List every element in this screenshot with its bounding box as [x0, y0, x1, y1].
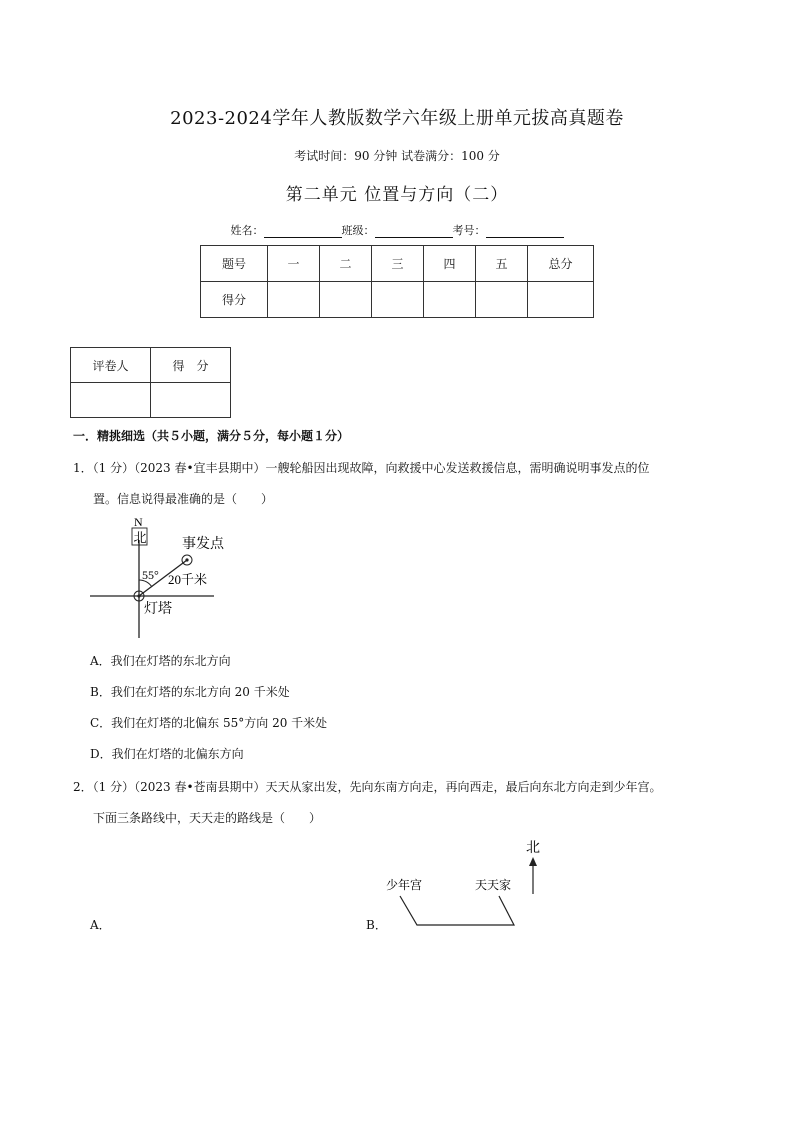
column-header: 二: [320, 246, 372, 282]
reviewer-cell[interactable]: [71, 383, 151, 418]
question-1-figure: [86, 512, 246, 642]
route-path: [400, 896, 514, 925]
column-header: 总分: [528, 246, 594, 282]
exam-info: 考试时间：90 分钟 试卷满分：100 分: [294, 149, 500, 163]
youth-palace-label: 少年宫: [386, 878, 423, 892]
score-table-score-row: [201, 282, 594, 318]
class-blank[interactable]: [375, 227, 453, 238]
home-label: 天天家: [475, 878, 512, 892]
name-label: 姓名：: [230, 224, 264, 237]
north-character: 北: [133, 531, 147, 546]
question-1-option-c[interactable]: C．我们在灯塔的北偏东 55°方向 20 千米处: [90, 716, 328, 730]
question-2-option-b-figure: [380, 836, 560, 932]
grader-table: [70, 347, 231, 418]
north-arrow-icon: [529, 857, 537, 866]
north-letter: N: [134, 515, 143, 529]
score-cell[interactable]: [476, 282, 528, 318]
number-blank[interactable]: [486, 227, 564, 238]
score-cell[interactable]: [268, 282, 320, 318]
number-label: 考号：: [452, 224, 486, 237]
question-1-line-1: 1．（1 分）（2023 春•宜丰县期中）一艘轮船因出现故障，向救援中心发送救援信息，需明确说明事发点的位: [73, 461, 650, 475]
question-1-option-b[interactable]: B．我们在灯塔的东北方向 20 千米处: [90, 685, 290, 699]
lighthouse-dot: [137, 594, 140, 597]
grader-score-cell[interactable]: [151, 383, 231, 418]
row-label-score: 得分: [201, 282, 268, 318]
event-label: 事发点: [182, 536, 224, 552]
score-cell[interactable]: [424, 282, 476, 318]
score-label: 得 分: [151, 348, 231, 383]
grader-header-row: [71, 348, 231, 383]
question-1-line-2: 置。信息说得最准确的是（ ）: [93, 492, 274, 506]
column-header: 四: [424, 246, 476, 282]
question-1-option-d[interactable]: D．我们在灯塔的北偏东方向: [90, 747, 244, 761]
column-header: 三: [372, 246, 424, 282]
question-2-option-b[interactable]: B．: [366, 918, 387, 932]
question-2-option-a[interactable]: A．: [90, 918, 111, 932]
lighthouse-label: 灯塔: [144, 601, 172, 617]
grader-input-row: [71, 383, 231, 418]
name-blank[interactable]: [264, 227, 342, 238]
question-2-line-2: 下面三条路线中，天天走的路线是（ ）: [93, 811, 322, 825]
question-2-line-1: 2．（1 分）（2023 春•苍南县期中）天天从家出发，先向东南方向走，再向西走，最后向东北方向走到少年宫。: [73, 780, 662, 794]
student-info-row: [0, 222, 794, 238]
score-table-header-row: [201, 246, 594, 282]
row-label-question-number: 题号: [201, 246, 268, 282]
score-cell[interactable]: [320, 282, 372, 318]
reviewer-label: 评卷人: [71, 348, 151, 383]
north-label: 北: [526, 840, 540, 856]
score-cell[interactable]: [528, 282, 594, 318]
column-header: 五: [476, 246, 528, 282]
score-cell[interactable]: [372, 282, 424, 318]
section-heading: 一．精挑细选（共５小题，满分５分，每小题１分）: [73, 429, 350, 443]
page-title: 2023-2024学年人教版数学六年级上册单元拔高真题卷: [170, 108, 624, 129]
column-header: 一: [268, 246, 320, 282]
class-label: 班级：: [341, 224, 375, 237]
event-point-dot: [185, 558, 188, 561]
angle-label: 55°: [142, 568, 159, 582]
distance-label: 20千米: [168, 572, 208, 587]
question-1-option-a[interactable]: A．我们在灯塔的东北方向: [90, 654, 231, 668]
score-table: [200, 245, 594, 318]
unit-title: 第二单元 位置与方向（二）: [285, 185, 509, 205]
